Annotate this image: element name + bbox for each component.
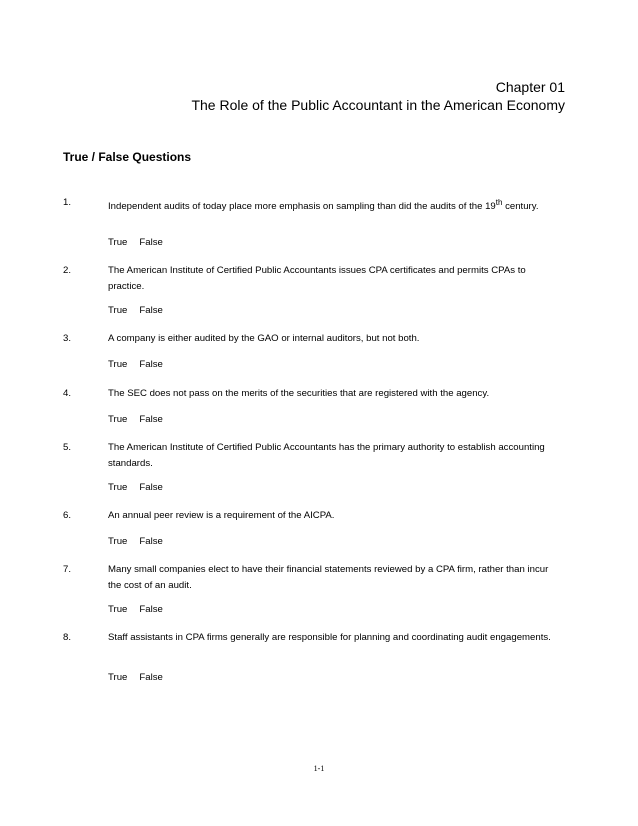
question-4 [63, 386, 563, 402]
answer-options-6 [108, 535, 163, 549]
question-number: 2. [63, 265, 72, 276]
question-text: Staff assistants in CPA firms generally are responsible for planning and coordinating audit engagements. [108, 632, 551, 643]
question-number: 7. [63, 564, 72, 575]
question-number: 4. [63, 388, 72, 399]
question-2 [63, 263, 563, 295]
answer-options-3 [108, 358, 163, 372]
question-number: 8. [63, 632, 72, 643]
answer-true[interactable]: True [108, 604, 128, 615]
chapter-heading: Chapter 01 [495, 79, 565, 95]
answer-false[interactable]: False [139, 237, 163, 248]
answer-true[interactable]: True [108, 359, 128, 370]
question-number: 1. [63, 197, 72, 208]
question-text: Many small companies elect to have their financial statements reviewed by a CPA firm, rather than incur the cost of an audit. [108, 564, 549, 591]
answer-true[interactable]: True [108, 414, 128, 425]
question-5 [63, 440, 563, 472]
question-text: Independent audits of today place more emphasis on sampling than did the audits of the 19th century. [108, 198, 539, 213]
question-text: The SEC does not pass on the merits of the securities that are registered with the agency. [108, 388, 490, 399]
question-7 [63, 562, 563, 594]
answer-true[interactable]: True [108, 237, 128, 248]
answer-options-4 [108, 413, 163, 427]
answer-options-1 [108, 236, 163, 250]
answer-options-8 [108, 671, 163, 685]
answer-false[interactable]: False [139, 414, 163, 425]
answer-options-2 [108, 304, 163, 318]
answer-false[interactable]: False [139, 536, 163, 547]
question-8 [63, 630, 563, 646]
question-3 [63, 331, 563, 347]
question-number: 6. [63, 510, 72, 521]
chapter-title: The Role of the Public Accountant in the American Economy [191, 97, 565, 113]
question-text: The American Institute of Certified Public Accountants has the primary authority to establish accounting standards. [108, 442, 545, 469]
answer-false[interactable]: False [139, 604, 163, 615]
answer-false[interactable]: False [139, 305, 163, 316]
answer-false[interactable]: False [139, 672, 163, 683]
answer-options-7 [108, 603, 163, 617]
question-text: The American Institute of Certified Public Accountants issues CPA certificates and permits CPAs to practice. [108, 265, 526, 292]
answer-true[interactable]: True [108, 305, 128, 316]
section-title: True / False Questions [63, 150, 192, 164]
question-1 [63, 195, 563, 215]
answer-true[interactable]: True [108, 482, 128, 493]
answer-options-5 [108, 481, 163, 495]
question-text: An annual peer review is a requirement of the AICPA. [108, 510, 335, 521]
question-6 [63, 508, 563, 524]
answer-false[interactable]: False [139, 482, 163, 493]
question-text: A company is either audited by the GAO or internal auditors, but not both. [108, 333, 420, 344]
answer-true[interactable]: True [108, 672, 128, 683]
superscript: th [495, 198, 503, 207]
answer-true[interactable]: True [108, 536, 128, 547]
question-number: 3. [63, 333, 72, 344]
question-number: 5. [63, 442, 72, 453]
answer-false[interactable]: False [139, 359, 163, 370]
page-number: 1-1 [313, 764, 325, 773]
